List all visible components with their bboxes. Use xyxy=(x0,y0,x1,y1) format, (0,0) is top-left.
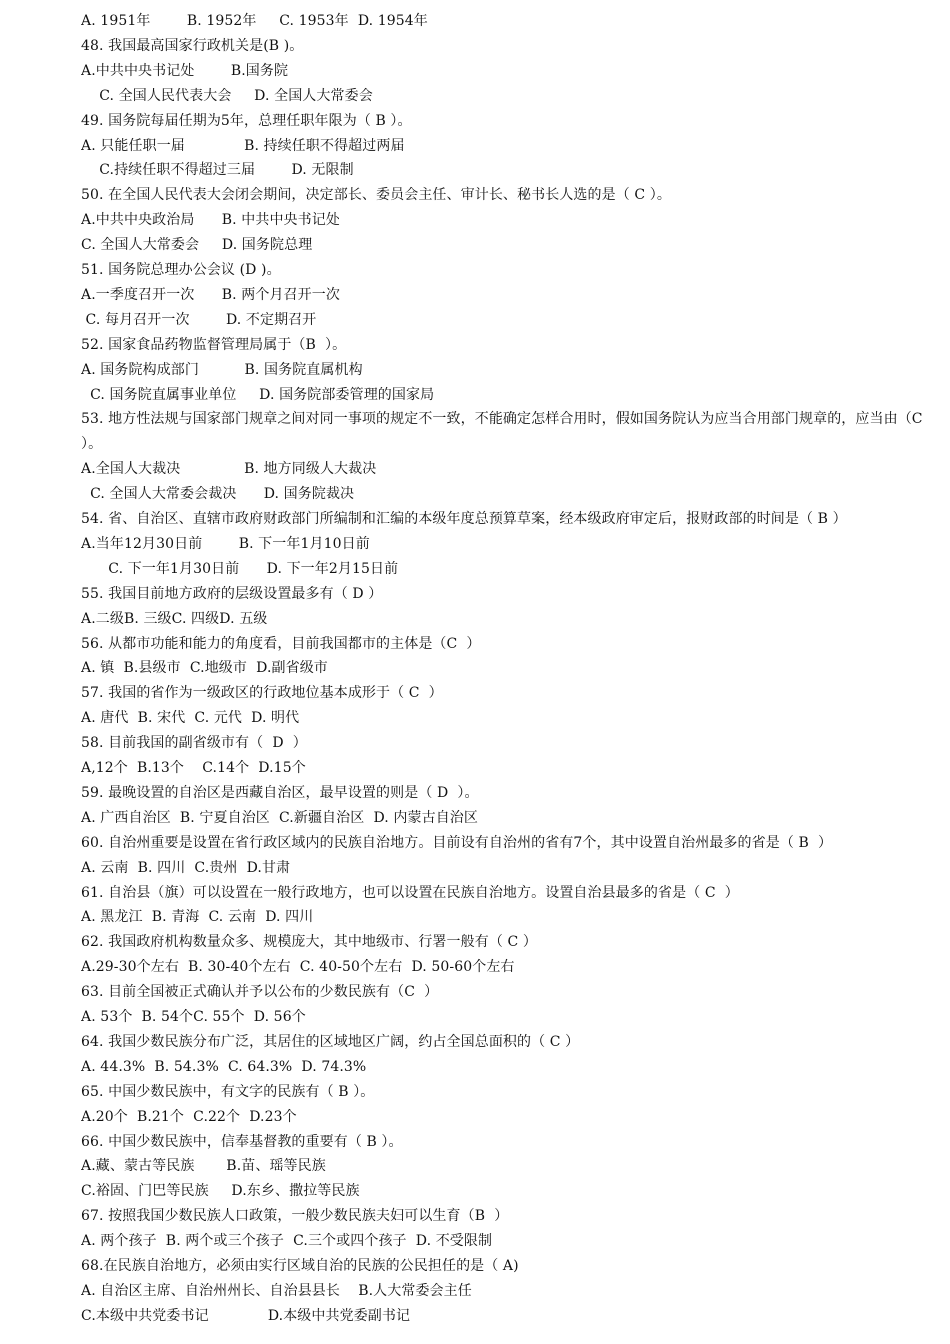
option-line: A. 44.3% B. 54.3% C. 64.3% D. 74.3% xyxy=(81,1058,367,1075)
question-line: 67. 按照我国少数民族人口政策，一般少数民族夫妇可以生育（B ） xyxy=(81,1208,509,1225)
question-line: 54. 省、自治区、直辖市政府财政部门所编制和汇编的本级年度总预算草案，经本级政府审定后，报财政部的时间是（ B ） xyxy=(81,511,847,527)
option-line: A.当年12月30日前 B. 下一年1月10日前 xyxy=(81,535,370,552)
option-line: A. 镇 B.县级市 C.地级市 D.副省级市 xyxy=(81,660,328,677)
question-line: 55. 我国目前地方政府的层级设置最多有（ D ） xyxy=(81,585,383,602)
option-line: C. 每月召开一次 D. 不定期召开 xyxy=(81,311,317,328)
option-line: A. 53个 B. 54个C. 55个 D. 56个 xyxy=(81,1009,306,1025)
question-line: 48. 我国最高国家行政机关是(B )。 xyxy=(81,37,304,54)
question-line: 58. 目前我国的副省级市有（ D ） xyxy=(81,735,307,752)
option-line: C.裕固、门巴等民族 D.东乡、撒拉等民族 xyxy=(81,1183,360,1200)
option-line: A.中共中央书记处 B.国务院 xyxy=(81,62,289,79)
question-line: ）。 xyxy=(81,436,103,453)
option-line: C. 国务院直属事业单位 D. 国务院部委管理的国家局 xyxy=(81,386,435,403)
option-line: A.20个 B.21个 C.22个 D.23个 xyxy=(81,1108,297,1125)
option-line: A.二级B. 三级C. 四级D. 五级 xyxy=(81,610,268,627)
question-line: 63. 目前全国被正式确认并予以公布的少数民族有（C ） xyxy=(81,984,439,1001)
option-line: C. 全国人民代表大会 D. 全国人大常委会 xyxy=(81,87,373,104)
option-line: A. 国务院构成部门 B. 国务院直属机构 xyxy=(81,361,363,378)
question-line: 57. 我国的省作为一级政区的行政地位基本成形于（ C ） xyxy=(81,685,443,702)
option-line: A. 自治区主席、自治州州长、自治县县长 B.人大常委会主任 xyxy=(81,1282,472,1299)
option-line: A. 两个孩子 B. 两个或三个孩子 C.三个或四个孩子 D. 不受限制 xyxy=(81,1233,493,1250)
option-line: A.全国人大裁决 B. 地方同级人大裁决 xyxy=(81,461,377,478)
option-line: A.29-30个左右 B. 30-40个左右 C. 40-50个左右 D. 50-60个左右 xyxy=(81,959,515,976)
question-line: 66. 中国少数民族中，信奉基督教的重要有（ B ）。 xyxy=(81,1133,403,1150)
question-line: 53. 地方性法规与国家部门规章之间对同一事项的规定不一致，不能确定怎样合用时，假如国务院认为应当合用部门规章的，应当由（C xyxy=(81,411,923,428)
option-line: A. 1951年 B. 1952年 C. 1953年 D. 1954年 xyxy=(81,13,428,29)
option-line: A.中共中央政治局 B. 中共中央书记处 xyxy=(81,212,340,229)
question-line: 56. 从都市功能和能力的角度看，目前我国都市的主体是（C ） xyxy=(81,635,481,652)
option-line: A. 云南 B. 四川 C.贵州 D.甘肃 xyxy=(81,859,291,876)
question-line: 52. 国家食品药物监督管理局属于（B ）。 xyxy=(81,336,347,353)
option-line: A. 唐代 B. 宋代 C. 元代 D. 明代 xyxy=(81,710,300,727)
option-line: C. 下一年1月30日前 D. 下一年2月15日前 xyxy=(81,560,399,577)
option-line: A. 广西自治区 B. 宁夏自治区 C.新疆自治区 D. 内蒙古自治区 xyxy=(81,809,478,826)
option-line: A. 黑龙江 B. 青海 C. 云南 D. 四川 xyxy=(81,909,314,926)
option-line: C.持续任职不得超过三届 D. 无限制 xyxy=(81,162,354,179)
option-line: A. 只能任职一届 B. 持续任职不得超过两届 xyxy=(81,137,405,154)
question-line: 64. 我国少数民族分布广泛，其居住的区域地区广阔，约占全国总面积的（ C ） xyxy=(81,1033,580,1050)
question-line: 59. 最晚设置的自治区是西藏自治区，最早设置的则是（ D ）。 xyxy=(81,784,479,801)
option-line: C. 全国人大常委会 D. 国务院总理 xyxy=(81,237,313,254)
option-line: A.藏、蒙古等民族 B.苗、瑶等民族 xyxy=(81,1158,326,1175)
question-line: 65. 中国少数民族中，有文字的民族有（ B ）。 xyxy=(81,1083,375,1100)
question-line: 49. 国务院每届任期为5年，总理任职年限为（ B ）。 xyxy=(81,112,412,129)
question-line: 68.在民族自治地方，必须由实行区域自治的民族的公民担任的是（ A) xyxy=(81,1258,519,1274)
question-line: 62. 我国政府机构数量众多、规模庞大，其中地级市、行署一般有（ C ） xyxy=(81,934,537,951)
option-line: A.一季度召开一次 B. 两个月召开一次 xyxy=(81,286,340,303)
question-line: 61. 自治县（旗）可以设置在一般行政地方，也可以设置在民族自治地方。设置自治县最多的省是（ C ） xyxy=(81,884,739,901)
question-line: 50. 在全国人民代表大会闭会期间，决定部长、委员会主任、审计长、秘书长人选的是（ C ）。 xyxy=(81,187,671,204)
option-line: A,12个 B.13个 C.14个 D.15个 xyxy=(81,760,306,776)
option-line: C.本级中共党委书记 D.本级中共党委副书记 xyxy=(81,1307,411,1324)
question-line: 51. 国务院总理办公会议 (D )。 xyxy=(81,262,281,278)
option-line: C. 全国人大常委会裁决 D. 国务院裁决 xyxy=(81,486,355,503)
question-line: 60. 自治州重要是设置在省行政区域内的民族自治地方。目前设有自治州的省有7个，其中设置自治州最多的省是（ B ） xyxy=(81,834,833,851)
